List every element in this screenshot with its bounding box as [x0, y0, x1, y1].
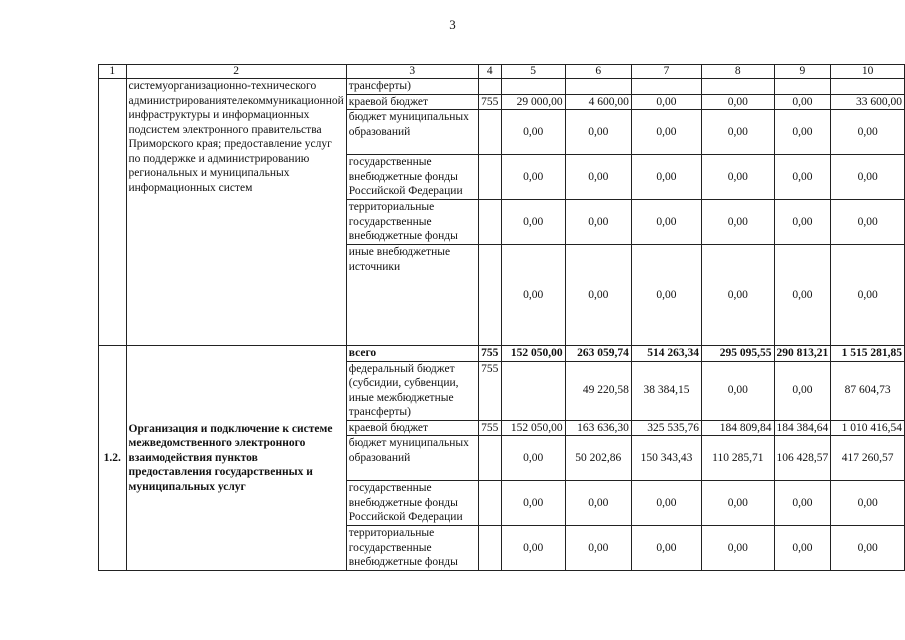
source-label: бюджет муниципальных образований	[346, 110, 478, 155]
value-cell: 0,00	[831, 481, 905, 526]
item-description: Организация и подключение к системе межведомственного электронного взаимодействия пунктов предоставления государственных и муниципальных услуг	[126, 346, 346, 571]
source-label: территориальные государственные внебюджетные фонды	[346, 526, 478, 571]
budget-table	[98, 64, 905, 571]
value-cell: 0,00	[631, 200, 701, 245]
value-cell: 0,00	[774, 155, 831, 200]
value-cell: 152 050,00	[501, 420, 565, 436]
code-cell	[478, 436, 501, 481]
source-label: федеральный бюджет (субсидии, субвенции, иные межбюджетные трансферты)	[346, 361, 478, 420]
value-cell: 0,00	[565, 481, 631, 526]
column-header: 7	[631, 65, 701, 79]
value-cell: 0,00	[702, 155, 775, 200]
value-cell: 0,00	[702, 200, 775, 245]
value-cell: 0,00	[702, 481, 775, 526]
value-cell: 290 813,21	[774, 346, 831, 362]
value-cell	[774, 79, 831, 95]
value-cell: 325 535,76	[631, 420, 701, 436]
value-cell: 33 600,00	[831, 94, 905, 110]
value-cell	[831, 79, 905, 95]
value-cell: 0,00	[565, 200, 631, 245]
source-label: иные внебюджетные источники	[346, 245, 478, 346]
value-cell: 0,00	[831, 110, 905, 155]
value-cell: 110 285,71	[702, 436, 775, 481]
value-cell: 0,00	[565, 155, 631, 200]
value-cell: 152 050,00	[501, 346, 565, 362]
value-cell: 0,00	[501, 245, 565, 346]
value-cell: 263 059,74	[565, 346, 631, 362]
value-cell: 49 220,58	[565, 361, 631, 420]
source-label: трансферты)	[346, 79, 478, 95]
column-header: 9	[774, 65, 831, 79]
code-cell	[478, 79, 501, 95]
value-cell: 0,00	[774, 245, 831, 346]
value-cell: 38 384,15	[631, 361, 701, 420]
column-header: 5	[501, 65, 565, 79]
source-label: государственные внебюджетные фонды Российской Федерации	[346, 481, 478, 526]
table-row-total	[99, 346, 905, 362]
value-cell: 0,00	[501, 526, 565, 571]
value-cell: 0,00	[702, 245, 775, 346]
value-cell: 0,00	[565, 526, 631, 571]
code-cell: 755	[478, 346, 501, 362]
value-cell: 0,00	[702, 526, 775, 571]
value-cell: 0,00	[501, 481, 565, 526]
code-cell	[478, 155, 501, 200]
value-cell: 417 260,57	[831, 436, 905, 481]
value-cell: 163 636,30	[565, 420, 631, 436]
value-cell: 29 000,00	[501, 94, 565, 110]
value-cell: 0,00	[831, 245, 905, 346]
value-cell	[501, 79, 565, 95]
value-cell: 0,00	[501, 110, 565, 155]
value-cell	[702, 79, 775, 95]
value-cell: 0,00	[501, 155, 565, 200]
column-number-row	[99, 65, 905, 79]
value-cell: 0,00	[831, 155, 905, 200]
code-cell	[478, 245, 501, 346]
value-cell: 0,00	[774, 110, 831, 155]
value-cell: 0,00	[565, 245, 631, 346]
source-label: территориальные государственные внебюджетные фонды	[346, 200, 478, 245]
value-cell: 295 095,55	[702, 346, 775, 362]
code-cell: 755	[478, 94, 501, 110]
value-cell: 184 384,64	[774, 420, 831, 436]
column-header: 1	[99, 65, 127, 79]
value-cell: 0,00	[774, 361, 831, 420]
value-cell	[501, 361, 565, 420]
value-cell	[565, 79, 631, 95]
value-cell: 0,00	[631, 155, 701, 200]
column-header: 8	[702, 65, 775, 79]
code-cell	[478, 526, 501, 571]
value-cell: 0,00	[774, 94, 831, 110]
item-number-cell	[99, 79, 127, 346]
value-cell: 0,00	[565, 110, 631, 155]
source-label: краевой бюджет	[346, 420, 478, 436]
table-row	[99, 79, 905, 95]
item-number-cell: 1.2.	[99, 346, 127, 571]
value-cell: 0,00	[631, 526, 701, 571]
column-header: 6	[565, 65, 631, 79]
value-cell: 0,00	[501, 436, 565, 481]
code-cell	[478, 481, 501, 526]
value-cell: 150 343,43	[631, 436, 701, 481]
column-header: 4	[478, 65, 501, 79]
value-cell: 0,00	[831, 200, 905, 245]
value-cell: 1 515 281,85	[831, 346, 905, 362]
code-cell	[478, 110, 501, 155]
column-header: 3	[346, 65, 478, 79]
value-cell: 1 010 416,54	[831, 420, 905, 436]
value-cell: 0,00	[774, 200, 831, 245]
value-cell: 0,00	[702, 94, 775, 110]
page-number: 3	[449, 17, 456, 32]
value-cell: 0,00	[702, 361, 775, 420]
source-label: всего	[346, 346, 478, 362]
column-header: 10	[831, 65, 905, 79]
value-cell: 184 809,84	[702, 420, 775, 436]
value-cell: 4 600,00	[565, 94, 631, 110]
source-label: краевой бюджет	[346, 94, 478, 110]
item-description: системуорганизационно-технического администрированиятелекоммуникационной инфраструктуры и информационных подсистем электронного правительства Приморского края; предоставление услуг по поддержке и администрированию региональных и муниципальных информационных систем	[126, 79, 346, 346]
value-cell: 87 604,73	[831, 361, 905, 420]
value-cell: 0,00	[631, 481, 701, 526]
value-cell: 0,00	[702, 110, 775, 155]
value-cell: 0,00	[501, 200, 565, 245]
column-header: 2	[126, 65, 346, 79]
source-label: государственные внебюджетные фонды Российской Федерации	[346, 155, 478, 200]
value-cell: 0,00	[631, 94, 701, 110]
value-cell: 514 263,34	[631, 346, 701, 362]
code-cell: 755	[478, 361, 501, 420]
value-cell: 0,00	[774, 481, 831, 526]
value-cell: 0,00	[774, 526, 831, 571]
value-cell: 106 428,57	[774, 436, 831, 481]
value-cell: 0,00	[631, 110, 701, 155]
code-cell: 755	[478, 420, 501, 436]
source-label: бюджет муниципальных образований	[346, 436, 478, 481]
value-cell: 0,00	[831, 526, 905, 571]
value-cell	[631, 79, 701, 95]
value-cell: 0,00	[631, 245, 701, 346]
value-cell: 50 202,86	[565, 436, 631, 481]
code-cell	[478, 200, 501, 245]
